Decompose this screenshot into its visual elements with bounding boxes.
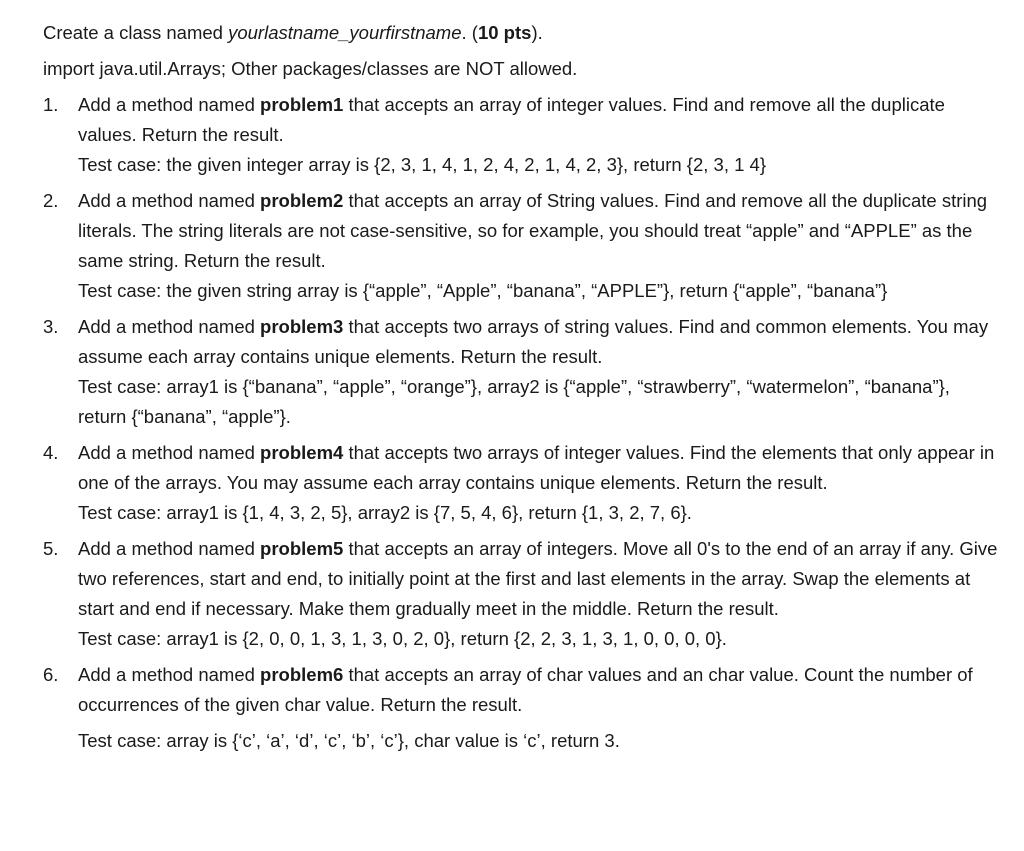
description-prefix: Add a method named [78, 316, 261, 337]
item-number: 6. [43, 664, 59, 685]
problem-list [43, 90, 1003, 756]
points-value: 10 pts [477, 22, 532, 43]
assignment-document [43, 18, 1003, 762]
method-name: problem5 [260, 538, 344, 559]
test-case: Test case: array1 is {2, 0, 0, 1, 3, 1, 3, 0, 2, 0}, return {2, 2, 3, 1, 3, 1, 0, 0, 0, 0}. [78, 628, 727, 649]
problem-description [78, 438, 1003, 498]
test-case: Test case: the given string array is {“apple”, “Apple”, “banana”, “APPLE”}, return {“apple”, “banana”} [78, 280, 888, 301]
title-text-end: ). [531, 22, 543, 43]
problem-item-4 [43, 438, 1003, 528]
description-prefix: Add a method named [78, 664, 261, 685]
problem-item-6 [43, 660, 1003, 756]
class-name: yourlastname_yourfirstname [228, 22, 462, 43]
problem-item-1 [43, 90, 1003, 180]
problem-item-2 [43, 186, 1003, 306]
problem-description [78, 660, 1003, 720]
item-number: 3. [43, 316, 59, 337]
method-name: problem1 [260, 94, 344, 115]
test-case: Test case: the given integer array is {2, 3, 1, 4, 1, 2, 4, 2, 1, 4, 2, 3}, return {2, 3, 1 4} [78, 154, 767, 175]
problem-item-5 [43, 534, 1003, 654]
problem-description [78, 90, 1003, 150]
title-text: Create a class named [43, 22, 229, 43]
description-prefix: Add a method named [78, 190, 261, 211]
problem-item-3 [43, 312, 1003, 432]
assignment-title [43, 18, 1003, 48]
method-name: problem3 [260, 316, 344, 337]
method-name: problem2 [260, 190, 344, 211]
description-prefix: Add a method named [78, 94, 261, 115]
description-body: that accepts an array of char values and an char value. Count the number of occurrences of the given char value. Return the result. [78, 664, 973, 715]
description-body: that accepts an array of integer values. Find and remove all the duplicate values. Return the result. [78, 94, 945, 145]
item-number: 4. [43, 442, 59, 463]
item-number: 1. [43, 94, 59, 115]
method-name: problem4 [260, 442, 344, 463]
description-body: that accepts two arrays of string values. Find and common elements. You may assume each array contains unique elements. Return the result. [78, 316, 989, 367]
test-case: Test case: array1 is {1, 4, 3, 2, 5}, array2 is {7, 5, 4, 6}, return {1, 3, 2, 7, 6}. [78, 502, 692, 523]
item-number: 2. [43, 190, 59, 211]
method-name: problem6 [260, 664, 344, 685]
test-case: Test case: array is {‘c’, ‘a’, ‘d’, ‘c’, ‘b’, ‘c’}, char value is ‘c’, return 3. [78, 730, 620, 751]
problem-description [78, 534, 1003, 624]
problem-description [78, 186, 1003, 276]
description-prefix: Add a method named [78, 442, 261, 463]
description-body: that accepts an array of String values. Find and remove all the duplicate string literals. The string literals are not case-sensitive, so for example, you should treat “apple” and “APPLE” as the same string. Return the result. [78, 190, 988, 271]
problem-description [78, 312, 1003, 372]
title-text-mid: . ( [461, 22, 478, 43]
description-body: that accepts an array of integers. Move all 0's to the end of an array if any. Give two references, start and end, to initially point at the first and last elements in the array. Swap the elements at start and end if necessary. Make them gradually meet in the middle. Return the result. [78, 538, 998, 619]
test-case: Test case: array1 is {“banana”, “apple”, “orange”}, array2 is {“apple”, “strawberry”, “watermelon”, “banana”}, return {“banana”, “apple”}. [78, 376, 950, 427]
import-requirement: import java.util.Arrays; Other packages/classes are NOT allowed. [43, 58, 578, 79]
item-number: 5. [43, 538, 59, 559]
description-prefix: Add a method named [78, 538, 261, 559]
description-body: that accepts two arrays of integer values. Find the elements that only appear in one of the arrays. You may assume each array contains unique elements. Return the result. [78, 442, 995, 493]
